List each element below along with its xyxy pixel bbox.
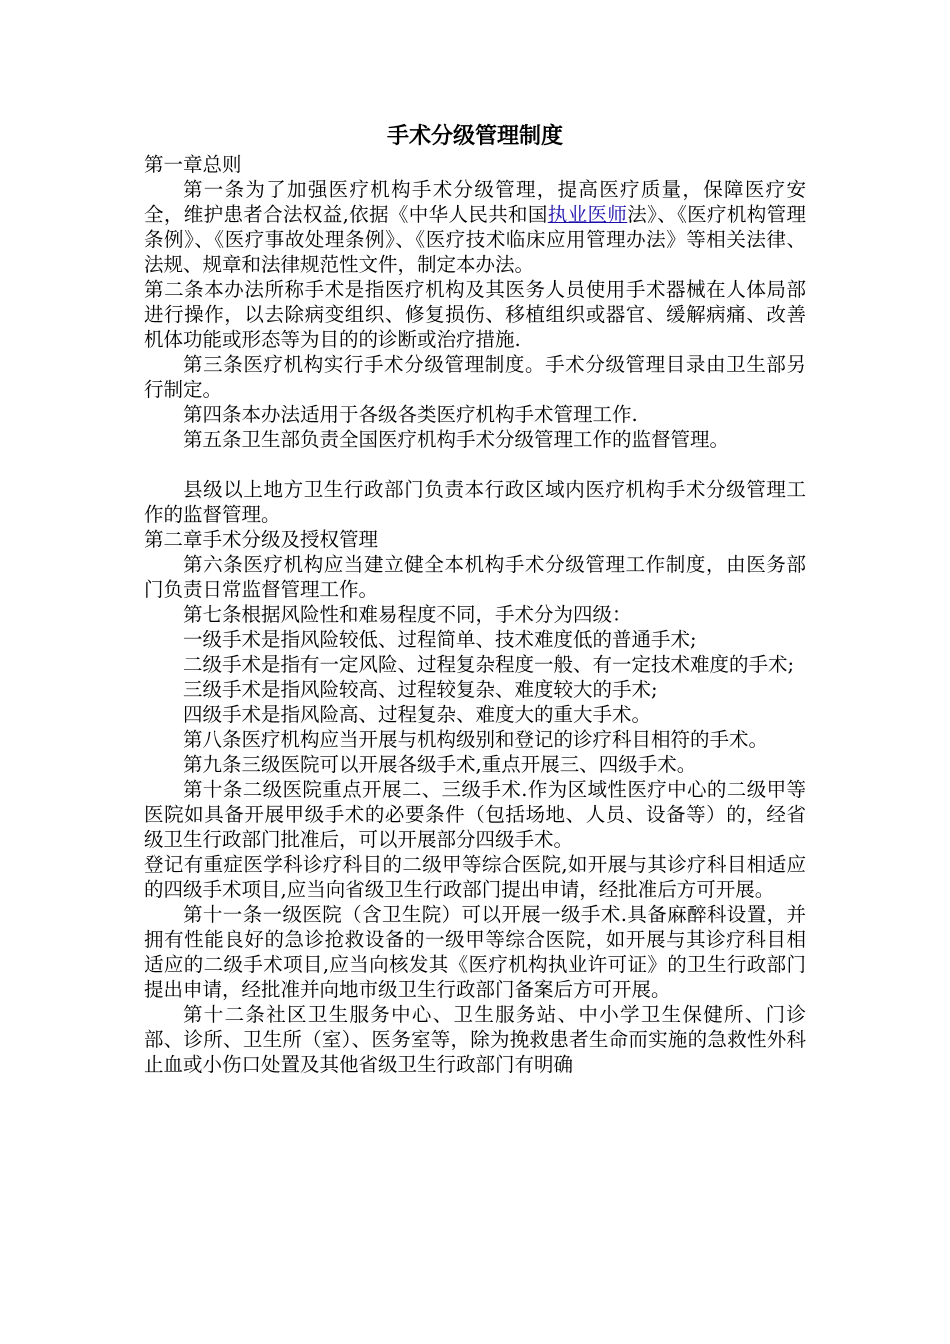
surgery-level-1: 一级手术是指风险较低、过程简单、技术难度低的普通手术; [183, 628, 697, 651]
article-3: 第三条医疗机构实行手术分级管理制度。手术分级管理目录由卫生部另行制定。 [144, 353, 806, 401]
chapter-1-heading: 第一章总则 [144, 153, 242, 176]
article-10: 第十条二级医院重点开展二、三级手术.作为区域性医疗中心的二级甲等医院如具备开展甲级手术的必要条件（包括场地、人员、设备等）的，经省级卫生行政部门批准后，可以开展部分四级手术。 [144, 778, 806, 851]
article-5-paragraph-2: 县级以上地方卫生行政部门负责本行政区域内医疗机构手术分级管理工作的监督管理。 [144, 478, 806, 526]
blank-line [144, 452, 806, 477]
article-5: 第五条卫生部负责全国医疗机构手术分级管理工作的监督管理。 [183, 428, 730, 451]
surgery-level-3: 三级手术是指风险较高、过程较复杂、难度较大的手术; [183, 678, 658, 701]
surgery-level-4: 四级手术是指风险高、过程复杂、难度大的重大手术。 [183, 703, 652, 726]
article-10-paragraph-2: 登记有重症医学科诊疗科目的二级甲等综合医院,如开展与其诊疗科目相适应的四级手术项目,应当向省级卫生行政部门提出申请，经批准后方可开展。 [144, 853, 806, 901]
document-page [144, 120, 806, 1077]
article-4: 第四条本办法适用于各级各类医疗机构手术管理工作. [183, 403, 638, 426]
surgery-level-2: 二级手术是指有一定风险、过程复杂程度一般、有一定技术难度的手术; [183, 653, 795, 676]
article-2: 第二条本办法所称手术是指医疗机构及其医务人员使用手术器械在人体局部进行操作，以去除病变组织、修复损伤、移植组织或器官、缓解病痛、改善机体功能或形态等为目的的诊断或治疗措施. [144, 278, 806, 351]
article-12: 第十二条社区卫生服务中心、卫生服务站、中小学卫生保健所、门诊部、诊所、卫生所（室）、医务室等，除为挽救患者生命而实施的急救性外科止血或小伤口处置及其他省级卫生行政部门有明确 [144, 1003, 806, 1076]
article-9: 第九条三级医院可以开展各级手术,重点开展三、四级手术。 [183, 753, 697, 776]
article-6: 第六条医疗机构应当建立健全本机构手术分级管理工作制度，由医务部门负责日常监督管理工作。 [144, 553, 806, 601]
article-1-text-before: 第一条为了加强医疗机构手术分级管理，提高医疗质量，保障医疗安全，维护患者合法权益,依据《中华人民共和国 [144, 178, 806, 226]
article-8: 第八条医疗机构应当开展与机构级别和登记的诊疗科目相符的手术。 [183, 728, 769, 751]
article-1-text-after: 法》、《医疗机构管理条例》、《医疗事故处理条例》、《医疗技术临床应用管理办法》等相关法律、法规、规章和法律规范性文件，制定本办法。 [144, 203, 806, 276]
article-11: 第十一条一级医院（含卫生院）可以开展一级手术.具备麻醉科设置，并拥有性能良好的急诊抢救设备的一级甲等综合医院，如开展与其诊疗科目相适应的二级手术项目,应当向核发其《医疗机构执业许可证》的卫生行政部门提出申请，经批准并向地市级卫生行政部门备案后方可开展。 [144, 903, 806, 1001]
article-1 [144, 177, 806, 277]
licensed-physician-link[interactable]: 执业医师 [547, 203, 628, 226]
article-7: 第七条根据风险性和难易程度不同，手术分为四级： [183, 603, 632, 626]
chapter-2-heading: 第二章手术分级及授权管理 [144, 528, 379, 551]
document-title: 手术分级管理制度 [386, 123, 563, 149]
